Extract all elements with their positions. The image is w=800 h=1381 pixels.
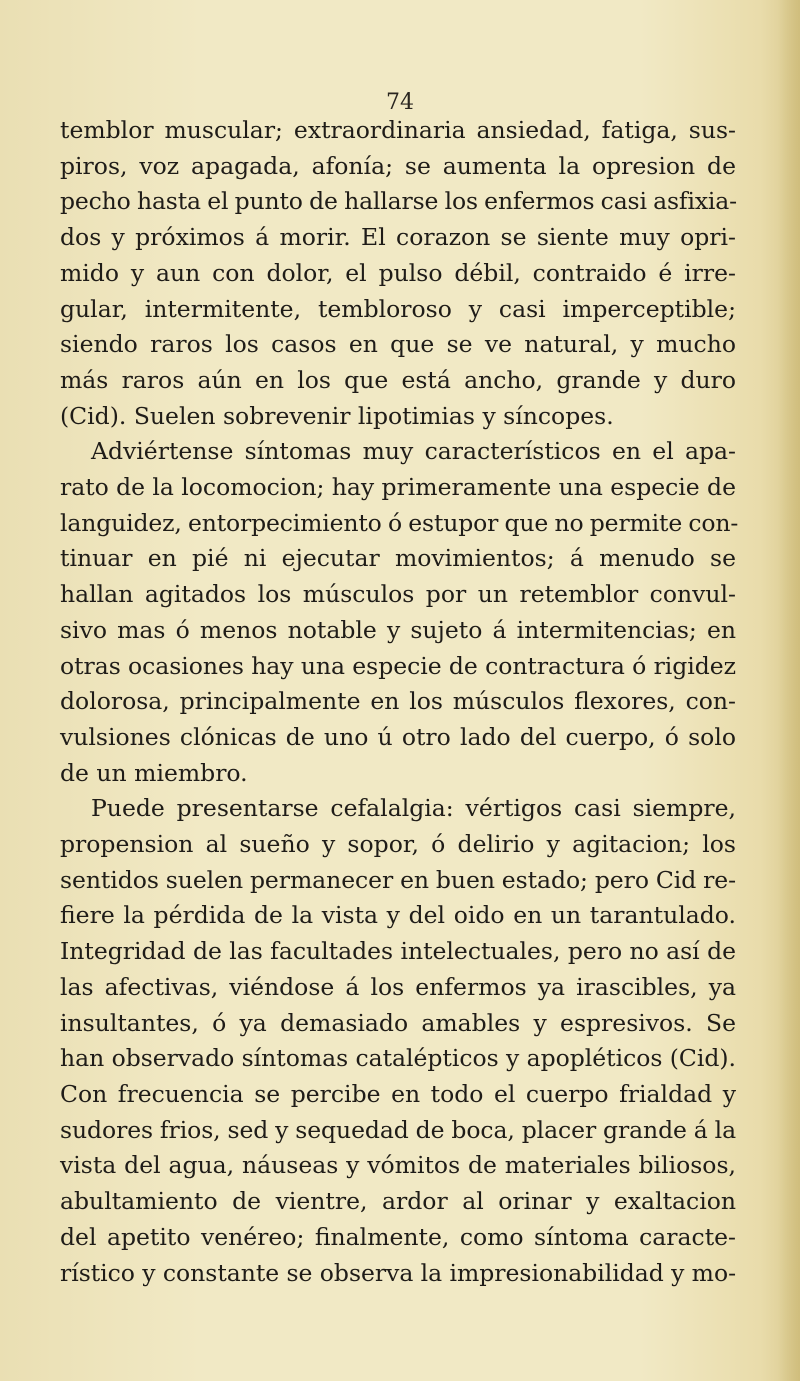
text-line: insultantes, ó ya demasiado amables y espresivos. Se	[60, 1008, 736, 1037]
text-line: rato de la locomocion; hay primeramente una especie de	[60, 473, 736, 502]
body-text	[60, 113, 739, 1291]
text-line: mido y aun con dolor, el pulso débil, contraido é irre-	[60, 258, 736, 287]
text-line: dolorosa, principalmente en los músculos flexores, con-	[60, 687, 736, 716]
text-line: Con frecuencia se percibe en todo el cuerpo frialdad y	[60, 1079, 736, 1108]
text-line: las afectivas, viéndose á los enfermos ya irascibles, ya	[60, 972, 736, 1001]
text-line: del apetito venéreo; finalmente, como síntoma caracte-	[60, 1222, 736, 1251]
text-line: tinuar en pié ni ejecutar movimientos; á menudo se	[60, 544, 736, 573]
text-line: Puede presentarse cefalalgia: vértigos casi siempre,	[91, 794, 736, 823]
text-line: rístico y constante se observa la impresionabilidad y mo-	[60, 1258, 736, 1287]
text-line: siendo raros los casos en que se ve natural, y mucho	[60, 330, 736, 359]
text-line: abultamiento de vientre, ardor al orinar y exaltacion	[60, 1187, 736, 1216]
text-line: piros, voz apagada, afonía; se aumenta la opresion de	[60, 151, 736, 180]
text-line: vulsiones clónicas de uno ú otro lado del cuerpo, ó solo	[60, 722, 736, 751]
text-line: fiere la pérdida de la vista y del oido en un tarantulado.	[60, 901, 736, 930]
text-line: vista del agua, náuseas y vómitos de materiales biliosos,	[60, 1151, 736, 1180]
text-line: languidez, entorpecimiento ó estupor que no permite con-	[60, 508, 739, 537]
text-line: hallan agitados los músculos por un retemblor convul-	[60, 580, 736, 609]
text-line: sudores frios, sed y sequedad de boca, placer grande á la	[60, 1115, 736, 1144]
text-line: gular, intermitente, tembloroso y casi imperceptible;	[60, 294, 736, 323]
text-line: temblor muscular; extraordinaria ansiedad, fatiga, sus-	[60, 116, 736, 144]
text-line: (Cid). Suelen sobrevenir lipotimias y síncopes.	[60, 401, 614, 430]
page-number: 74	[386, 90, 414, 115]
text-line: de un miembro.	[60, 758, 248, 787]
text-line: pecho hasta el punto de hallarse los enfermos casi asfixia-	[60, 187, 737, 216]
text-line: más raros aún en los que está ancho, grande y duro	[60, 365, 736, 394]
text-line: sentidos suelen permanecer en buen estado; pero Cid re-	[60, 865, 736, 894]
text-line: Adviértense síntomas muy característicos en el apa-	[91, 437, 736, 466]
text-line: Integridad de las facultades intelectuales, pero no así de	[60, 937, 736, 966]
page-edge-shadow	[778, 0, 800, 1381]
text-line: dos y próximos á morir. El corazon se siente muy opri-	[60, 223, 736, 252]
text-line: han observado síntomas catalépticos y apopléticos (Cid).	[60, 1044, 736, 1073]
text-line: sivo mas ó menos notable y sujeto á intermitencias; en	[60, 615, 736, 644]
text-line: otras ocasiones hay una especie de contractura ó rigidez	[60, 651, 736, 680]
text-line: propension al sueño y sopor, ó delirio y agitacion; los	[60, 830, 736, 859]
